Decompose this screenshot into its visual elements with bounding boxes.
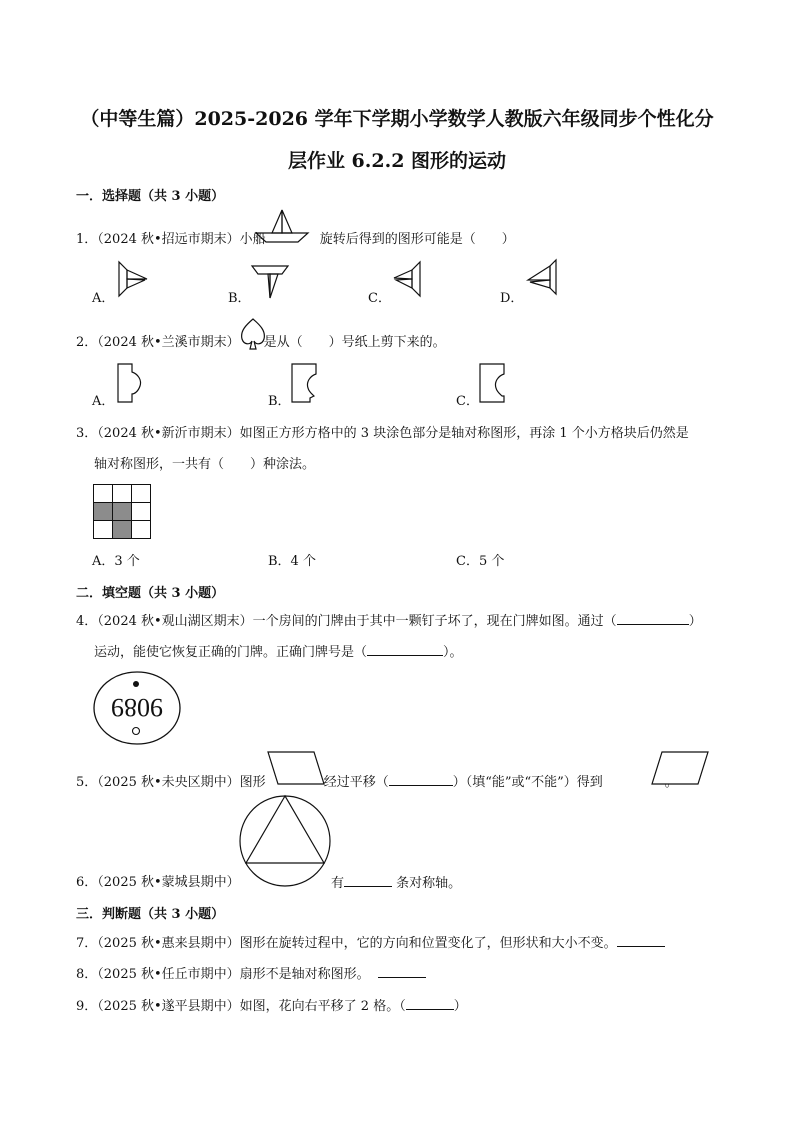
question-9-number: 9． <box>76 999 98 1014</box>
question-9-text: 如图，花向右平移了 2 格。（ <box>239 999 406 1014</box>
q7-answer-blank[interactable] <box>617 934 665 947</box>
section-heading-choice: 一．选择题（共 3 小题） <box>76 189 225 204</box>
section-heading-judge: 三．判断题（共 3 小题） <box>76 907 225 922</box>
question-5-number: 5． <box>76 775 98 790</box>
question-5-pre: 图形 <box>239 775 266 790</box>
circle-triangle-figure <box>238 794 332 888</box>
question-3-number: 3． <box>76 426 98 441</box>
nail-icon <box>133 681 139 687</box>
question-3-text-2: 轴对称图形，一共有（ ）种涂法。 <box>94 457 316 472</box>
q3-option-a[interactable]: A．3 个 <box>92 554 140 569</box>
question-5-end: 。 <box>664 775 678 790</box>
question-4-text-1-end: ） <box>688 614 702 629</box>
question-8-source: （2025 秋•任丘市期中） <box>97 967 240 982</box>
question-4-number: 4． <box>76 614 98 629</box>
question-5 <box>76 773 678 792</box>
question-2-number: 2． <box>76 335 98 350</box>
question-4-text-2-end: ）。 <box>443 645 463 660</box>
question-7-text: 图形在旋转过程中，它的方向和位置变化了，但形状和大小不变。 <box>239 936 617 951</box>
q6-answer-blank[interactable] <box>344 874 392 887</box>
question-5-source: （2025 秋•未央区期中） <box>97 775 240 790</box>
q2-option-a-figure <box>116 362 148 404</box>
q9-answer-blank[interactable] <box>406 997 454 1010</box>
question-1-text-pre: 小船 <box>239 232 266 247</box>
question-3-text-1: 如图正方形方格中的 3 块涂色部分是轴对称图形，再涂 1 个小方格块后仍然是 <box>239 426 689 441</box>
question-4-line-1 <box>76 612 702 631</box>
boat-figure <box>254 209 310 245</box>
q8-answer-blank[interactable] <box>378 965 426 978</box>
section-heading-fill: 二．填空题（共 3 小题） <box>76 586 225 601</box>
door-plate-figure <box>92 670 182 746</box>
question-3-line-1 <box>76 425 689 443</box>
grid-cell-shaded <box>94 503 113 521</box>
question-7-source: （2025 秋•惠来县期中） <box>97 936 240 951</box>
q3-shaded-grid <box>93 484 153 540</box>
question-1-text-post: 旋转后得到的图形可能是（ ） <box>319 232 515 247</box>
q2-option-c[interactable]: C． <box>456 394 479 409</box>
q1-option-b[interactable]: B． <box>228 291 251 306</box>
question-6-answer-line <box>331 874 461 893</box>
question-9 <box>76 997 467 1016</box>
spade-shape-figure <box>238 317 268 353</box>
question-4-source: （2024 秋•观山湖区期末） <box>97 614 253 629</box>
door-plate-number: 9089 <box>111 693 163 722</box>
question-1-source: （2024 秋•招远市期末） <box>97 232 240 247</box>
parallelogram-figure-target <box>648 750 712 788</box>
question-7 <box>76 934 665 953</box>
question-5-mid-2: ）（填“能”或“不能”）得到 <box>452 775 603 790</box>
q4-answer-blank-1[interactable] <box>617 612 689 625</box>
question-5-mid: 经过平移（ <box>323 775 389 790</box>
question-6-post: 条对称轴。 <box>396 876 462 891</box>
question-8 <box>76 965 426 984</box>
q5-answer-blank[interactable] <box>389 773 453 786</box>
question-6-number: 6． <box>76 875 98 890</box>
question-7-number: 7． <box>76 936 98 951</box>
q2-option-a[interactable]: A． <box>92 394 115 409</box>
q2-option-b-figure <box>290 362 322 404</box>
q2-option-b[interactable]: B． <box>268 394 291 409</box>
question-2-text: 是从（ ）号纸上剪下来的。 <box>263 335 446 350</box>
q4-answer-blank-2[interactable] <box>367 643 443 656</box>
q1-option-d-figure <box>522 260 562 300</box>
question-9-end: ） <box>453 999 467 1014</box>
page-title-line-2: 层作业 6.2.2 图形的运动 <box>287 150 507 172</box>
parallelogram-figure-original <box>266 750 328 788</box>
question-9-source: （2025 秋•遂平县期中） <box>97 999 240 1014</box>
q3-option-c[interactable]: C．5 个 <box>456 554 505 569</box>
q1-option-c[interactable]: C． <box>368 291 391 306</box>
question-4-line-2 <box>94 643 463 662</box>
question-8-number: 8． <box>76 967 98 982</box>
grid-cell-shaded <box>113 503 132 521</box>
question-1-number: 1． <box>76 232 98 247</box>
question-2-source: （2024 秋•兰溪市期末） <box>97 335 240 350</box>
question-4-text-1: 一个房间的门牌由于其中一颗钉子坏了，现在门牌如图。通过（ <box>252 614 617 629</box>
question-8-text: 扇形不是轴对称图形。 <box>239 967 370 982</box>
grid-cell-shaded <box>113 521 132 539</box>
q1-option-b-figure <box>250 264 292 304</box>
question-6-pre: 有 <box>331 876 345 891</box>
q3-option-b[interactable]: B．4 个 <box>268 554 316 569</box>
question-3-source: （2024 秋•新沂市期末） <box>97 426 240 441</box>
question-4-text-2: 运动，能使它恢复正确的门牌。正确门牌号是（ <box>94 645 368 660</box>
q1-option-a[interactable]: A． <box>92 291 115 306</box>
q1-option-d[interactable]: D． <box>500 291 524 306</box>
loose-nail-icon <box>133 728 140 735</box>
q1-option-a-figure <box>115 262 151 302</box>
question-6 <box>76 874 240 892</box>
q2-option-c-figure <box>478 362 510 404</box>
q1-option-c-figure <box>390 262 426 302</box>
question-6-source: （2025 秋•蒙城县期中） <box>97 875 240 890</box>
page-title-line-1: （中等生篇）2025-2026 学年下学期小学数学人教版六年级同步个性化分 <box>80 108 714 130</box>
